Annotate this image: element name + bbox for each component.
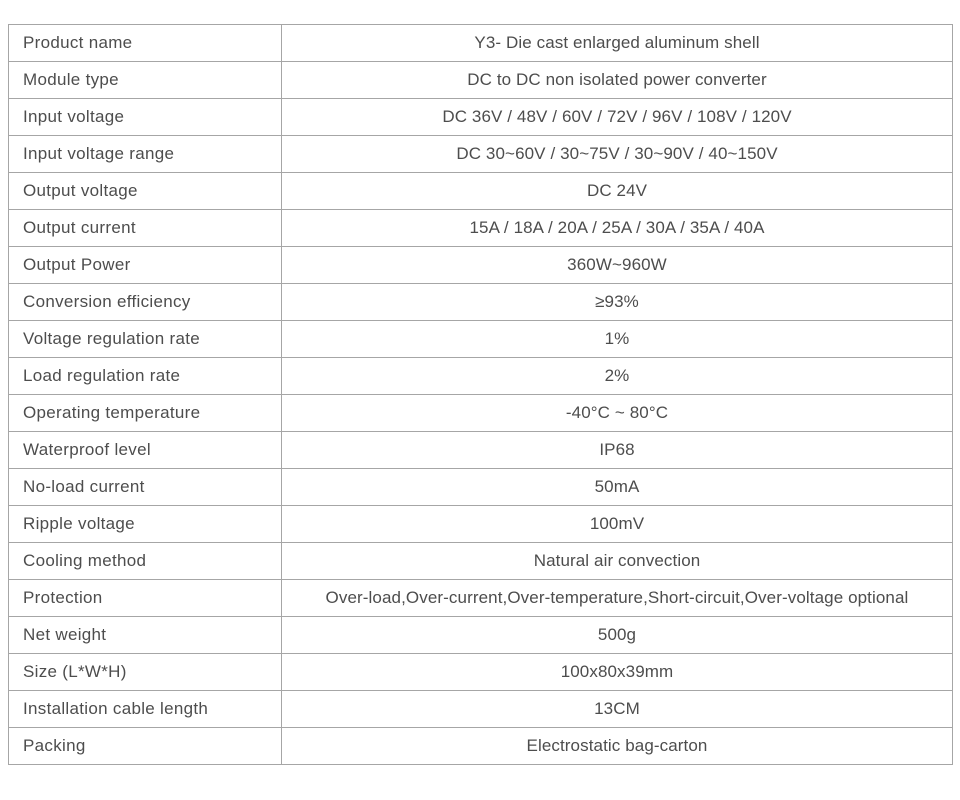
spec-label-cell: Output current: [9, 210, 282, 247]
spec-value-cell: 100mV: [282, 506, 953, 543]
spec-label-cell: Cooling method: [9, 543, 282, 580]
spec-label-cell: Output voltage: [9, 173, 282, 210]
spec-label-cell: Protection: [9, 580, 282, 617]
spec-value-cell: 500g: [282, 617, 953, 654]
spec-label-cell: Packing: [9, 728, 282, 765]
table-row: [9, 173, 953, 210]
table-row: [9, 691, 953, 728]
spec-value-cell: DC 30~60V / 30~75V / 30~90V / 40~150V: [282, 136, 953, 173]
spec-label-cell: Module type: [9, 62, 282, 99]
spec-table-body: [9, 25, 953, 765]
table-row: [9, 395, 953, 432]
table-row: [9, 210, 953, 247]
spec-value-cell: Electrostatic bag-carton: [282, 728, 953, 765]
spec-value-cell: Y3- Die cast enlarged aluminum shell: [282, 25, 953, 62]
table-row: [9, 62, 953, 99]
product-spec-table: [8, 24, 953, 765]
table-row: [9, 580, 953, 617]
table-row: [9, 136, 953, 173]
table-row: [9, 99, 953, 136]
table-row: [9, 654, 953, 691]
spec-label-cell: Net weight: [9, 617, 282, 654]
spec-value-cell: 13CM: [282, 691, 953, 728]
table-row: [9, 321, 953, 358]
spec-value-cell: 2%: [282, 358, 953, 395]
spec-value-cell: 50mA: [282, 469, 953, 506]
spec-value-cell: 100x80x39mm: [282, 654, 953, 691]
table-row: [9, 247, 953, 284]
spec-label-cell: Output Power: [9, 247, 282, 284]
spec-label-cell: Input voltage: [9, 99, 282, 136]
spec-label-cell: Waterproof level: [9, 432, 282, 469]
spec-value-cell: 360W~960W: [282, 247, 953, 284]
spec-label-cell: Product name: [9, 25, 282, 62]
spec-value-cell: 15A / 18A / 20A / 25A / 30A / 35A / 40A: [282, 210, 953, 247]
table-row: [9, 543, 953, 580]
spec-value-cell: DC to DC non isolated power converter: [282, 62, 953, 99]
spec-label-cell: Operating temperature: [9, 395, 282, 432]
spec-value-cell: ≥93%: [282, 284, 953, 321]
spec-label-cell: Voltage regulation rate: [9, 321, 282, 358]
table-row: [9, 469, 953, 506]
spec-value-cell: IP68: [282, 432, 953, 469]
table-row: [9, 432, 953, 469]
table-row: [9, 358, 953, 395]
table-row: [9, 284, 953, 321]
spec-label-cell: Ripple voltage: [9, 506, 282, 543]
spec-value-cell: Over-load,Over-current,Over-temperature,Short-circuit,Over-voltage optional: [282, 580, 953, 617]
spec-label-cell: Size (L*W*H): [9, 654, 282, 691]
spec-label-cell: Installation cable length: [9, 691, 282, 728]
spec-label-cell: No-load current: [9, 469, 282, 506]
spec-value-cell: DC 24V: [282, 173, 953, 210]
spec-value-cell: DC 36V / 48V / 60V / 72V / 96V / 108V / 120V: [282, 99, 953, 136]
spec-label-cell: Input voltage range: [9, 136, 282, 173]
spec-label-cell: Load regulation rate: [9, 358, 282, 395]
spec-value-cell: 1%: [282, 321, 953, 358]
table-row: [9, 25, 953, 62]
spec-value-cell: Natural air convection: [282, 543, 953, 580]
table-row: [9, 617, 953, 654]
spec-label-cell: Conversion efficiency: [9, 284, 282, 321]
spec-value-cell: -40°C ~ 80°C: [282, 395, 953, 432]
table-row: [9, 728, 953, 765]
table-row: [9, 506, 953, 543]
